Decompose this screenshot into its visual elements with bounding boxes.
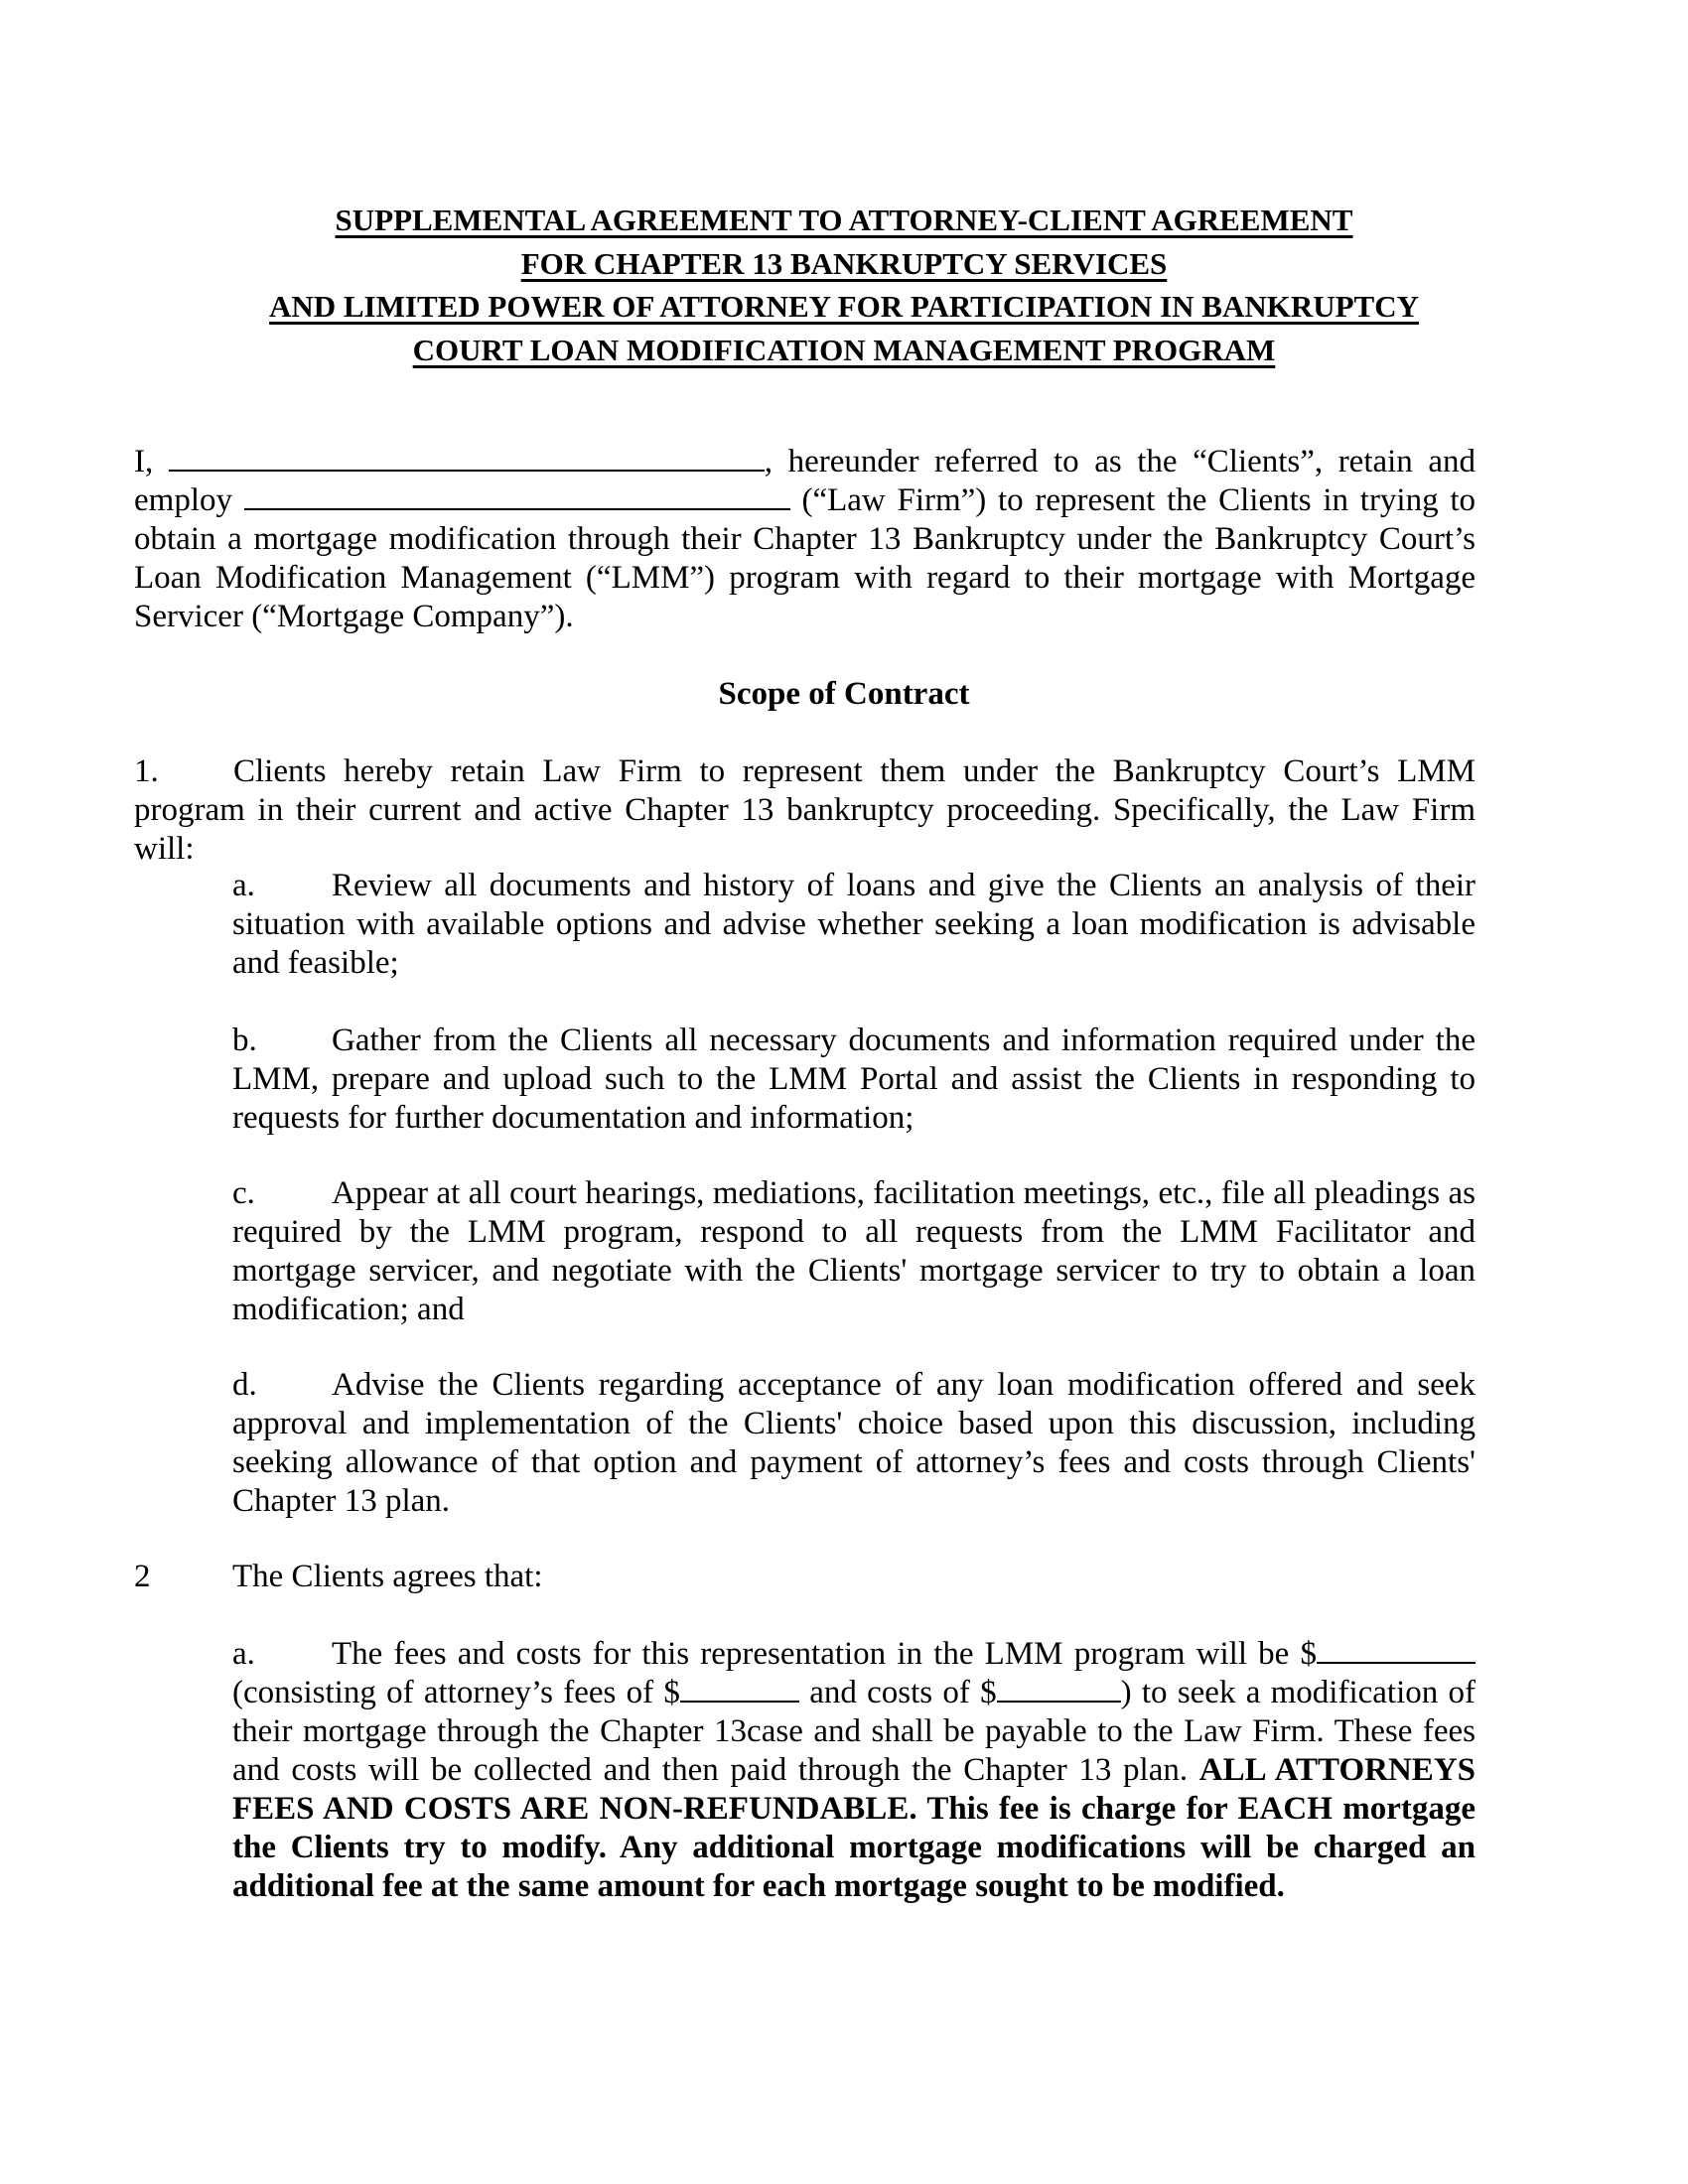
- section-text: Clients hereby retain Law Firm to represent them under the Bankruptcy Court’s LMM program in their current and active Chapter 13 bankruptcy proceeding. Specifically, the Law Firm will:: [134, 753, 1476, 867]
- section-text: The Clients agrees that:: [232, 1559, 543, 1594]
- list-text: Appear at all court hearings, mediations, facilitation meetings, etc., file all pleadings as required by the LMM program, respond to all requests from the LMM Facilitator and mortgage servicer, and negotiate with the Clients' mortgage servicer to try to obtain a loan modification; and: [232, 1175, 1476, 1327]
- intro-text: I,: [134, 444, 154, 479]
- attorney-fee-blank[interactable]: [680, 1675, 799, 1703]
- title-line: AND LIMITED POWER OF ATTORNEY FOR PARTICIPATION IN BANKRUPTCY: [268, 289, 1420, 324]
- list-text: (consisting of attorney’s fees of $: [232, 1675, 680, 1710]
- document-title: [0, 199, 1688, 371]
- law-firm-blank[interactable]: [244, 482, 790, 510]
- list-item: [232, 1366, 1476, 1521]
- list-item: [232, 1174, 1476, 1329]
- intro-paragraph: [134, 443, 1476, 636]
- client-name-blank[interactable]: [169, 444, 765, 472]
- list-item: [232, 1635, 1476, 1906]
- list-text: Review all documents and history of loans and give the Clients an analysis of their situation with available options and advise whether seeking a loan modification is advisable and feasible;: [232, 868, 1476, 981]
- list-marker: c.: [232, 1175, 255, 1211]
- intro-text: , hereunder referred to as the “Clients”, retain and employ: [134, 444, 1477, 518]
- non-refundable-notice: ALL ATTORNEYS FEES AND COSTS ARE NON-REFUNDABLE. This fee is charge for EACH mortgage the Clients try to modify. Any additional mortgage modifications will be charged an additional fee at the same amount for each mortgage sought to be modified.: [232, 1752, 1477, 1904]
- scope-heading: Scope of Contract: [718, 676, 970, 712]
- list-marker: b.: [232, 1023, 257, 1058]
- section-number: 2: [134, 1559, 151, 1594]
- section-1: [134, 752, 1476, 869]
- intro-text: (“Law Firm”) to represent the Clients in trying to obtain a mortgage modification through their Chapter 13 Bankruptcy under the Bankruptcy Court’s Loan Modification Management (“LMM”) program with regard to their mortgage with Mortgage Servicer (“Mortgage Company”).: [134, 482, 1476, 634]
- list-text: ) to seek a modification of their mortgage through the Chapter 13case and shall be payable to the Law Firm. These fees and costs will be collected and then paid through the Chapter 13 plan.: [232, 1675, 1477, 1788]
- total-fee-blank[interactable]: [1317, 1636, 1476, 1664]
- list-marker: d.: [232, 1367, 257, 1403]
- list-item: [232, 1022, 1476, 1138]
- title-line: FOR CHAPTER 13 BANKRUPTCY SERVICES: [520, 245, 1168, 281]
- section-number: 1.: [134, 753, 159, 789]
- title-line: SUPPLEMENTAL AGREEMENT TO ATTORNEY-CLIENT AGREEMENT: [335, 203, 1353, 237]
- list-text: The fees and costs for this representation in the LMM program will be $: [332, 1636, 1317, 1672]
- list-item: [232, 867, 1476, 983]
- list-marker: a.: [232, 1636, 255, 1672]
- list-text: Advise the Clients regarding acceptance of any loan modification offered and seek approval and implementation of the Clients' choice based upon this discussion, including seeking allowance of that option and payment of attorney’s fees and costs through Clients' Chapter 13 plan.: [232, 1367, 1476, 1519]
- list-text: and costs of $: [809, 1675, 997, 1710]
- list-text: Gather from the Clients all necessary documents and information required under the LMM, prepare and upload such to the LMM Portal and assist the Clients in responding to requests for further documentation and information;: [232, 1023, 1476, 1136]
- list-marker: a.: [232, 868, 255, 903]
- title-line: COURT LOAN MODIFICATION MANAGEMENT PROGRAM: [412, 332, 1276, 367]
- costs-blank[interactable]: [997, 1675, 1121, 1703]
